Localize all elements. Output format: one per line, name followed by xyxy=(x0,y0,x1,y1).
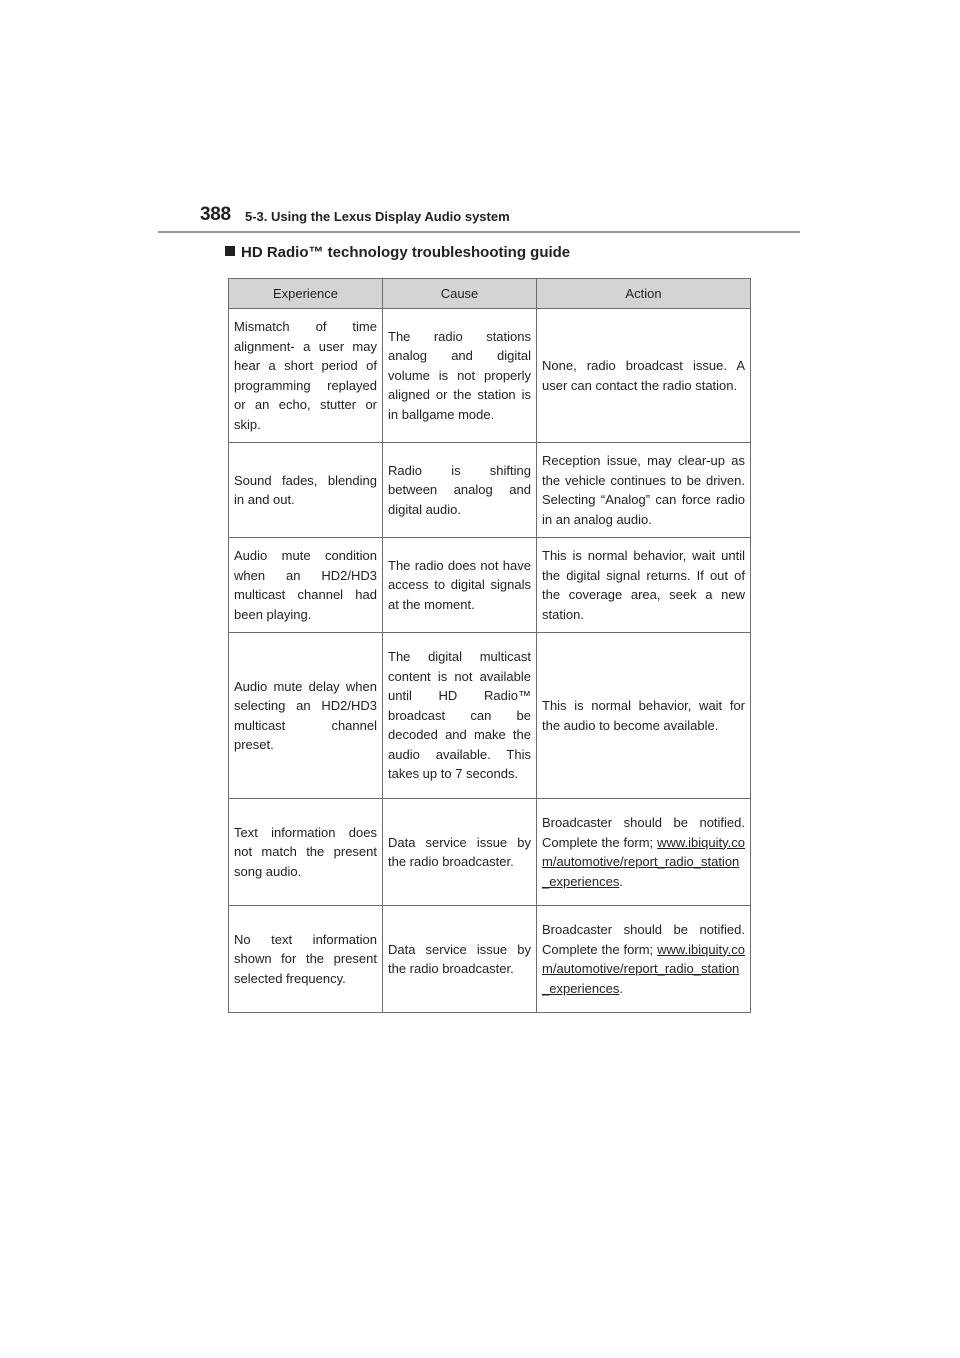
cause-cell: Radio is shifting between analog and digital audio. xyxy=(383,443,537,538)
table-header-row xyxy=(229,279,751,309)
action-cell: This is normal behavior, wait for the audio to become available. xyxy=(537,633,751,799)
action-cell xyxy=(537,799,751,906)
page-header xyxy=(200,204,800,234)
square-bullet-icon xyxy=(225,246,235,256)
cause-cell: The radio stations analog and digital volume is not properly aligned or the station is in ballgame mode. xyxy=(383,309,537,443)
action-text: Broadcaster should be notified. Complete the form; xyxy=(542,922,745,957)
table-row xyxy=(229,309,751,443)
column-header-action: Action xyxy=(537,279,751,309)
cause-cell: The radio does not have access to digital signals at the moment. xyxy=(383,538,537,633)
page-number: 388 xyxy=(200,204,231,225)
guide-heading xyxy=(225,244,570,261)
guide-heading-text: HD Radio™ technology troubleshooting guide xyxy=(241,244,571,261)
table-row xyxy=(229,906,751,1013)
report-form-link[interactable]: www.ibiquity.com/automotive/report_radio_station_experiences xyxy=(542,834,745,889)
cause-cell: Data service issue by the radio broadcaster. xyxy=(383,906,537,1013)
table-row xyxy=(229,799,751,906)
experience-cell: Sound fades, blending in and out. xyxy=(229,443,383,538)
action-cell: This is normal behavior, wait until the digital signal returns. If out of the coverage area, seek a new station. xyxy=(537,538,751,633)
experience-cell: Audio mute condition when an HD2/HD3 multicast channel had been playing. xyxy=(229,538,383,633)
column-header-experience: Experience xyxy=(229,279,383,309)
experience-cell: Mismatch of time alignment- a user may hear a short period of programming replayed or an echo, stutter or skip. xyxy=(229,309,383,443)
action-text: Broadcaster should be notified. Complete the form; xyxy=(542,815,745,850)
experience-cell: No text information shown for the present selected frequency. xyxy=(229,906,383,1013)
report-form-link[interactable]: www.ibiquity.com/automotive/report_radio_station_experiences xyxy=(542,941,745,996)
action-period: . xyxy=(619,980,623,996)
table-row xyxy=(229,538,751,633)
table-row xyxy=(229,633,751,799)
action-cell: Reception issue, may clear-up as the vehicle continues to be driven. Selecting “Analog” can force radio in an analog audio. xyxy=(537,443,751,538)
experience-cell: Text information does not match the present song audio. xyxy=(229,799,383,906)
experience-cell: Audio mute delay when selecting an HD2/HD3 multicast channel preset. xyxy=(229,633,383,799)
troubleshooting-table xyxy=(228,278,751,1013)
table-row xyxy=(229,443,751,538)
section-title: 5-3. Using the Lexus Display Audio system xyxy=(245,209,510,224)
action-cell: None, radio broadcast issue. A user can contact the radio station. xyxy=(537,309,751,443)
column-header-cause: Cause xyxy=(383,279,537,309)
action-period: . xyxy=(619,873,623,889)
cause-cell: The digital multicast content is not available until HD Radio™ broadcast can be decoded and make the audio available. This takes up to 7 seconds. xyxy=(383,633,537,799)
cause-cell: Data service issue by the radio broadcaster. xyxy=(383,799,537,906)
header-divider xyxy=(158,231,800,233)
action-cell xyxy=(537,906,751,1013)
